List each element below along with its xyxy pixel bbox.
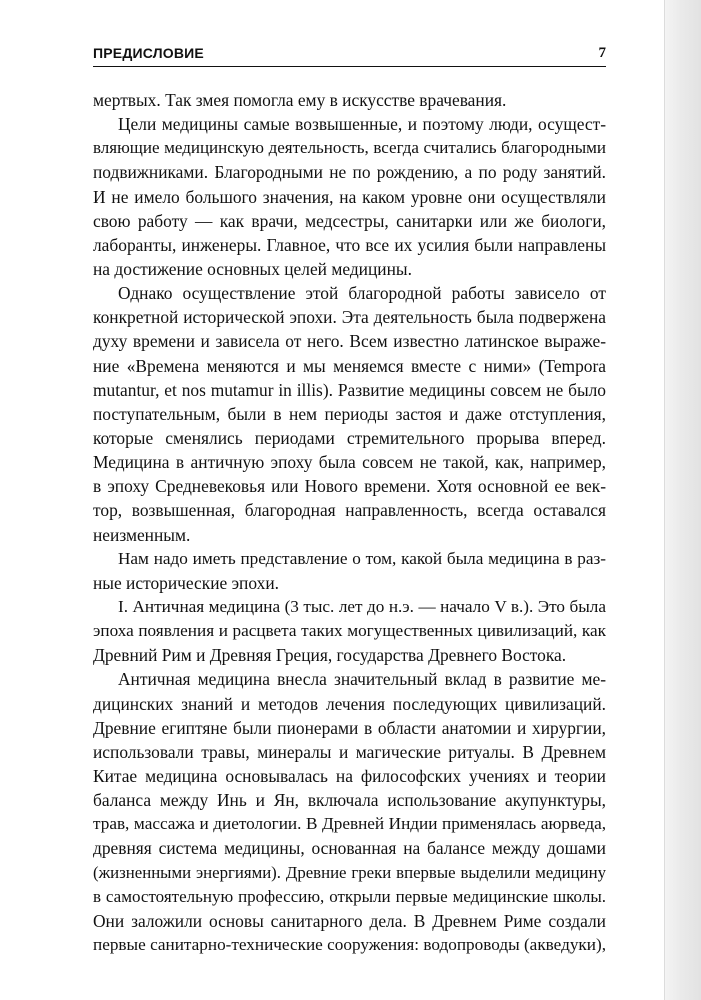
text-line: неизменным. (93, 524, 191, 545)
text-line: Китае медицина основывалась на философских учениях и теории (93, 765, 606, 786)
text-line: (жизненными энергиями). Древние греки впервые выделили медицину (93, 862, 606, 882)
text-line: которые сменялись периодами стремительного прорыва вперед. (93, 427, 606, 448)
text-line: поступательным, были в нем периоды застоя и даже отступления, (93, 403, 606, 424)
text-line: Древний Рим и Древняя Греция, государства Древнего Востока. (93, 645, 567, 666)
text-line: дицинских знаний и методов лечения последующих цивилизаций. (93, 693, 606, 714)
text-line: на достижение основных целей медицины. (93, 258, 412, 279)
running-header (93, 44, 606, 67)
text-line: трав, массажа и диетологии. В Древней Индии применялась аюрведа, (93, 814, 606, 834)
text-line: свою работу — как врачи, медсестры, санитарки или же биологи, (93, 210, 606, 231)
text-line: Медицина в античную эпоху была совсем не такой, как, например, (93, 452, 606, 473)
text-line: баланса между Инь и Ян, включала использование акупунктуры, (93, 790, 606, 811)
body-text (93, 88, 606, 957)
text-line: духу времени и зависела от него. Всем известно латинское выраже- (93, 331, 606, 352)
text-line: подвижниками. Благородными не по рождению, а по роду занятий. (93, 162, 606, 183)
text-line: Древние египтяне были пионерами в области анатомии и хирургии, (93, 717, 606, 738)
text-line: mutantur, et nos mutamur in illis). Развитие медицины совсем не было (93, 379, 606, 400)
text-line: в самостоятельную профессию, открыли первые медицинские школы. (93, 886, 606, 906)
text-line: первые санитарно-технические сооружения: водопроводы (акведуки), (93, 934, 606, 954)
text-line: Нам надо иметь представление о том, какой была медицина в раз- (118, 548, 606, 568)
text-line: ные исторические эпохи. (93, 572, 279, 593)
page-number: 7 (598, 45, 606, 61)
text-line: ние «Времена меняются и мы меняемся вместе с ними» (Tempora (93, 355, 606, 376)
text-line: мертвых. Так змея помогла ему в искусстве врачевания. (93, 90, 507, 110)
text-line: древняя система медицины, основанная на балансе между дошами (93, 838, 606, 859)
running-header-title: ПРЕДИСЛОВИЕ (93, 45, 204, 61)
text-line: тор, возвышенная, благородная направленность, всегда оставался (93, 500, 606, 521)
text-line: использовали травы, минералы и магические ритуалы. В Древнем (93, 741, 606, 762)
text-line: И не имело большого значения, на каком уровне они осуществляли (93, 186, 606, 207)
text-line: конкретной исторической эпохи. Эта деятельность была подвержена (93, 307, 606, 328)
text-line: Однако осуществление этой благородной работы зависело от (118, 283, 606, 304)
text-line: I. Античная медицина (3 тыс. лет до н.э. — начало V в.). Это была (118, 596, 606, 616)
text-line: Цели медицины самые возвышенные, и поэтому люди, осущест- (118, 114, 606, 135)
text-line: Античная медицина внесла значительный вклад в развитие ме- (118, 669, 606, 690)
text-line: Они заложили основы санитарного дела. В Древнем Риме создали (93, 910, 606, 931)
page-edge-shadow (664, 0, 701, 1000)
text-line: вляющие медицинскую деятельность, всегда считались благородными (93, 138, 606, 158)
text-line: эпоха появления и расцвета таких могущественных цивилизаций, как (93, 621, 606, 641)
text-line: лаборанты, инженеры. Главное, что все их усилия были направлены (93, 234, 606, 255)
text-line: в эпоху Средневековья или Нового времени. Хотя основной ее век- (93, 476, 606, 497)
